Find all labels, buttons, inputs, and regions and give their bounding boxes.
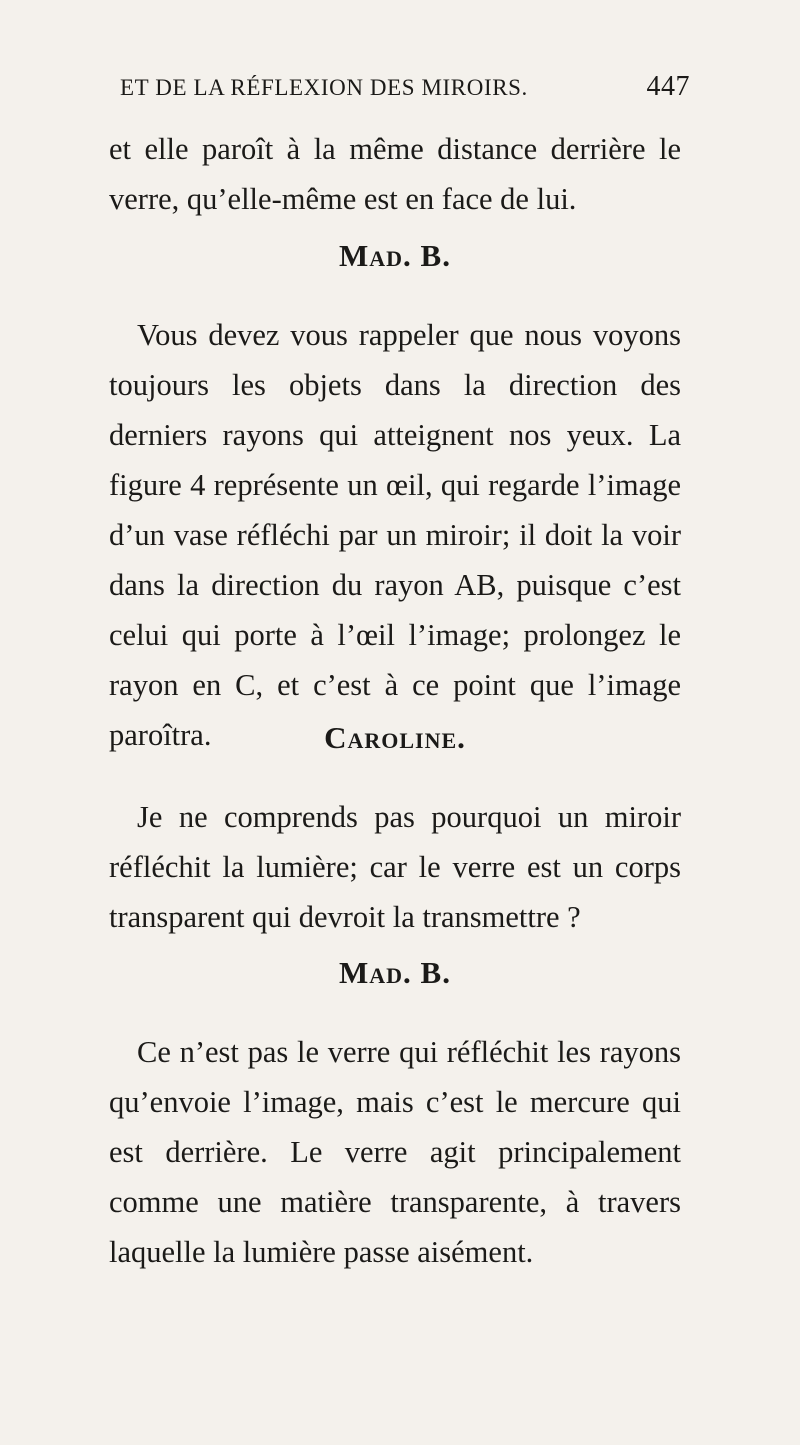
paragraph-1: et elle paroît à la même distance derrière le verre, qu’elle-même est en face de lui.	[109, 132, 681, 216]
running-title: ET DE LA RÉFLEXION DES MIROIRS.	[120, 75, 528, 100]
speaker-block-1	[109, 238, 681, 274]
paragraph-3: Je ne comprends pas pourquoi un miroir réfléchit la lumière; car le verre est un corps transparent qui devroit la transmettre ?	[109, 800, 681, 934]
speaker-block-2	[109, 720, 681, 756]
speaker-block-3	[109, 955, 681, 991]
text-block-4	[109, 1027, 681, 1277]
paragraph-4: Ce n’est pas le verre qui réfléchit les rayons qu’envoie l’image, mais c’est le mercure qui est derrière. Le verre agit principalement comme une matière transparente, à travers laquelle la lumière passe aisément.	[109, 1035, 681, 1269]
text-block-1	[109, 124, 681, 224]
text-block-2	[109, 310, 681, 760]
running-head	[120, 73, 690, 101]
text-block-3	[109, 792, 681, 942]
speaker-mad-b-1: Mad. B.	[339, 238, 451, 273]
page-number: 447	[646, 71, 690, 102]
speaker-caroline: Caroline.	[324, 720, 466, 755]
paragraph-2: Vous devez vous rappeler que nous voyons toujours les objets dans la direction des derniers rayons qui atteignent nos yeux. La figure 4 représente un œil, qui regarde l’image d’un vase réfléchi par un miroir; il doit la voir dans la direction du rayon AB, puisque c’est celui qui porte à l’œil l’image; prolongez le rayon en C, et c’est à ce point que l’image paroîtra.	[109, 318, 681, 752]
speaker-mad-b-2: Mad. B.	[339, 955, 451, 990]
